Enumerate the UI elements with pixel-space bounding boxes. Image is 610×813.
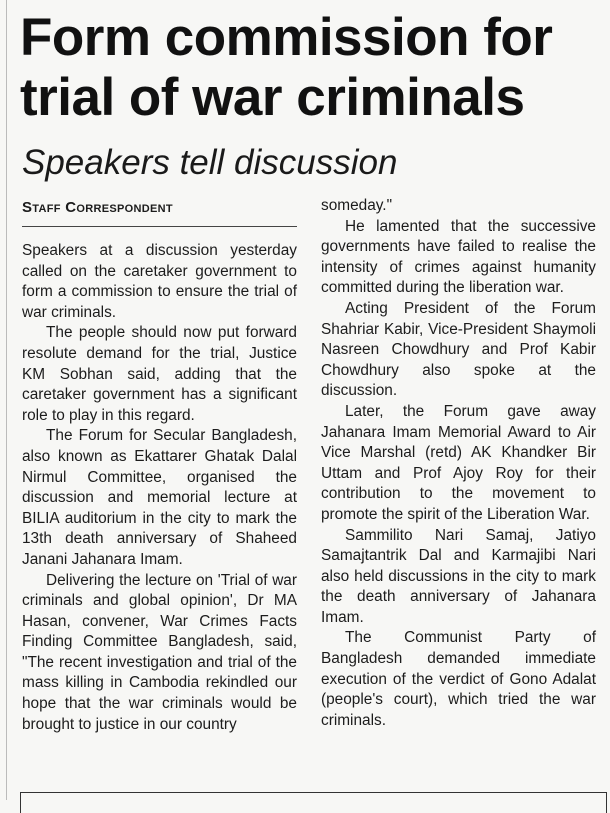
paragraph: Later, the Forum gave away Jahanara Imam Memorial Award to Air Vice Marshal (retd) AK Khandker Bir Uttam and Prof Ajoy Roy for their contribution to the movement to promote the spirit of the Liberation War. [321,402,596,523]
headline [20,8,605,128]
paragraph: The people should now put forward resolute demand for the trial, Justice KM Sobhan said, adding that the caretaker government has a significant role to play in this regard. [22,324,297,424]
next-article-box [20,792,607,813]
subheadline: Speakers tell discussion [22,143,398,182]
article-column-right [321,196,596,731]
paragraph: Delivering the lecture on 'Trial of war criminals and global opinion', Dr MA Hasan, convener, War Crimes Facts Finding Committee Bangladesh, said, "The recent investigation and trial of the mass killing in Cambodia rekindled our hope that the war criminals would be brought to justice in our country [22,571,297,733]
paragraph: Sammilito Nari Samaj, Jatiyo Samajtantrik Dal and Karmajibi Nari also held discussions in the city to mark the death anniversary of Jahanara Imam. [321,526,596,626]
column-divider-left [6,0,7,800]
paragraph: The Communist Party of Bangladesh demanded immediate execution of the verdict of Gono Adalat (people's court), which tried the war criminals. [321,629,596,729]
article-column-left [22,196,297,735]
paragraph: Acting President of the Forum Shahriar Kabir, Vice-President Shaymoli Nasreen Chowdhury and Prof Kabir Chowdhury also spoke at the discussion. [321,299,596,400]
headline-line-1: Form commission for [20,8,553,67]
paragraph: Speakers at a discussion yesterday called on the caretaker government to form a commission to ensure the trial of war criminals. [22,242,297,321]
byline-divider [22,226,297,227]
headline-line-2: trial of war criminals [20,68,525,127]
paragraph: He lamented that the successive governments have failed to realise the intensity of crimes against humanity committed during the liberation war. [321,217,596,297]
paragraph: someday." [321,197,393,214]
paragraph: The Forum for Secular Bangladesh, also known as Ekattarer Ghatak Dalal Nirmul Committee, organised the discussion and memorial lecture at BILIA auditorium in the city to mark the 13th death anniversary of Shaheed Janani Jahanara Imam. [22,427,297,568]
byline: Staff Correspondent [22,199,173,216]
